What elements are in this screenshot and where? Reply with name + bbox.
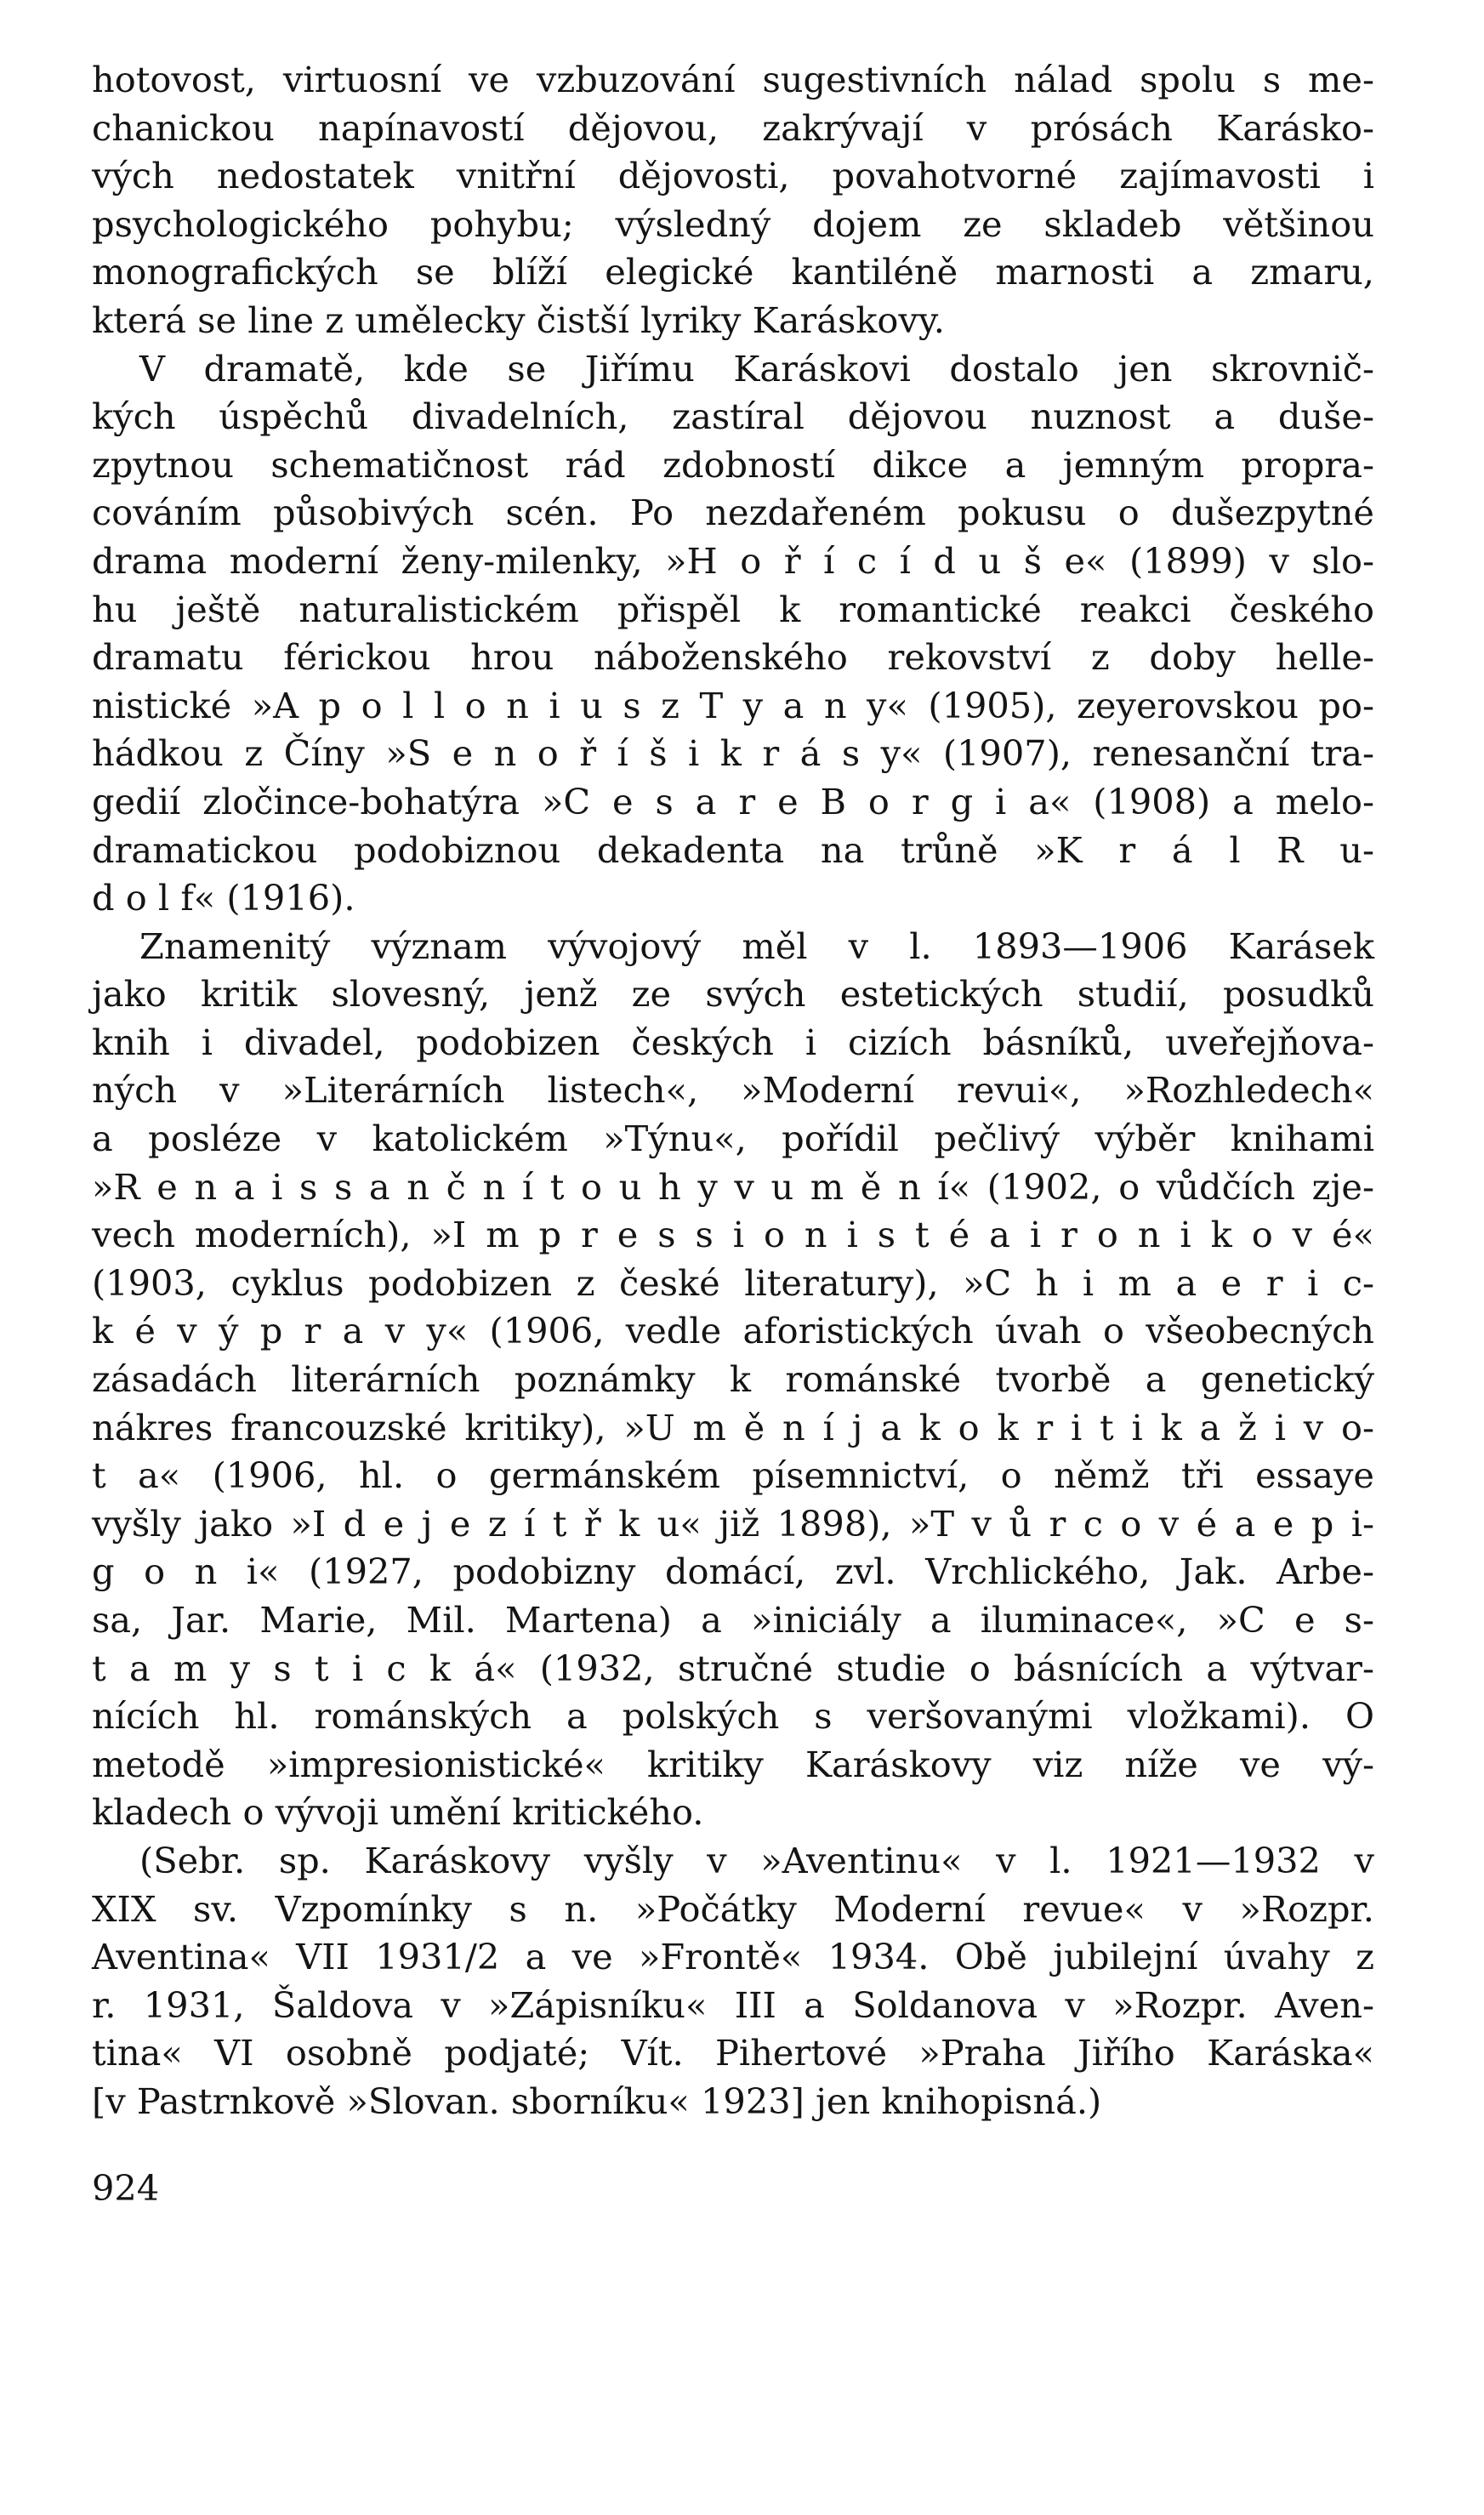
text-line: t a m y s t i c k á« (1932, stručné studie o básnících a výtvar- (92, 1647, 1374, 1689)
text-line: knih i divadel, podobizen českých i cizích básníků, uveřejňova- (92, 1021, 1374, 1063)
text-line: d o l f« (1916). (92, 877, 355, 919)
text-line: hotovost, virtuosní ve vzbuzování sugestivních nálad spolu s me- (92, 59, 1374, 100)
page-number: 924 (92, 2167, 160, 2209)
text-line: »R e n a i s s a n č n í t o u h y v u m ě n í« (1902, o vůdčích zje- (92, 1165, 1374, 1208)
text-line: hu ještě naturalistickém přispěl k romantické reakci českého (92, 588, 1374, 630)
text-line: dramatickou podobiznou dekadenta na trůně »K r á l R u- (92, 828, 1374, 871)
text-line: nistické »A p o l l o n i u s z T y a n y« (1905), zeyerovskou po- (92, 684, 1374, 726)
text-line: Znamenitý význam vývojový měl v l. 1893—1906 Karásek (139, 925, 1374, 967)
text-line: kých úspěchů divadelních, zastíral dějovou nuznost a duše- (92, 395, 1374, 438)
text-line: hádkou z Číny »S e n o ř í š i k r á s y« (1907), renesanční tra- (92, 732, 1374, 775)
paragraph-bibliography (92, 1837, 1374, 2126)
text-line: ných v »Literárních listech«, »Moderní revui«, »Rozhledech« (92, 1069, 1374, 1112)
text-line: metodě »impresionistické« kritiky Karáskovy viz níže ve vý- (92, 1743, 1374, 1785)
text-line: psychologického pohybu; výsledný dojem ze skladeb většinou (92, 202, 1374, 245)
text-line: nících hl. románských a polských s veršovanými vložkami). O (92, 1695, 1374, 1738)
text-line: Aventina« VII 1931/2 a ve »Frontě« 1934. Obě jubilejní úvahy z (92, 1936, 1374, 1978)
text-line: r. 1931, Šaldova v »Zápisníku« III a Soldanova v »Rozpr. Aven- (92, 1983, 1374, 2026)
text-line: jako kritik slovesný, jenž ze svých estetických studií, posudků (92, 973, 1374, 1016)
text-line: (Sebr. sp. Karáskovy vyšly v »Aventinu« v l. 1921—1932 v (139, 1839, 1374, 1881)
text-line: zpytnou schematičnost rád zdobností dikce a jemným propra- (92, 443, 1374, 486)
text-line: monografických se blíží elegické kantiléně marnosti a zmaru, (92, 251, 1374, 293)
paragraph-2 (92, 345, 1374, 923)
text-line: chanickou napínavostí dějovou, zakrývají v prósách Karásko- (92, 106, 1374, 149)
text-line: kladech o vývoji umění kritického. (92, 1791, 704, 1834)
text-line: vých nedostatek vnitřní dějovosti, povahotvorné zajímavosti i (92, 155, 1374, 197)
text-line: vyšly jako »I d e j e z í t ř k u« již 1898), »T v ů r c o v é a e p i- (92, 1502, 1374, 1545)
page-body (92, 56, 1374, 2126)
paragraph-3 (92, 923, 1374, 1837)
text-line: nákres francouzské kritiky), »U m ě n í j a k o k r i t i k a ž i v o- (92, 1406, 1374, 1448)
text-line: a posléze v katolickém »Týnu«, pořídil pečlivý výběr knihami (92, 1118, 1374, 1160)
text-line: která se line z umělecky čistší lyriky Karáskovy. (92, 299, 945, 341)
text-line: V dramatě, kde se Jiřímu Karáskovi dostalo jen skrovnič- (139, 347, 1374, 390)
text-line: g o n i« (1927, podobizny domácí, zvl. Vrchlického, Jak. Arbe- (92, 1551, 1374, 1593)
text-line: (1903, cyklus podobizen z české literatury), »C h i m a e r i c- (92, 1261, 1374, 1304)
text-line: zásadách literárních poznámky k románské tvorbě a genetický (92, 1358, 1374, 1401)
text-line: tina« VI osobně podjaté; Vít. Pihertové »Praha Jiřího Karáska« (92, 2032, 1374, 2074)
text-line: t a« (1906, hl. o germánském písemnictví, o němž tři essaye (92, 1454, 1374, 1497)
text-line: XIX sv. Vzpomínky s n. »Počátky Moderní revue« v »Rozpr. (92, 1887, 1374, 1930)
text-line: sa, Jar. Marie, Mil. Martena) a »iniciály a iluminace«, »C e s- (92, 1599, 1374, 1641)
paragraph-1 (92, 56, 1374, 345)
text-line: vech moderních), »I m p r e s s i o n i s t é a i r o n i k o v é« (92, 1214, 1374, 1256)
text-line: dramatu férickou hrou náboženského rekovství z doby helle- (92, 636, 1374, 679)
text-line: cováním působivých scén. Po nezdařeném pokusu o dušezpytné (92, 492, 1374, 534)
text-line: k é v ý p r a v y« (1906, vedle aforistických úvah o všeobecných (92, 1310, 1374, 1352)
text-line: gedií zločince-bohatýra »C e s a r e B o r g i a« (1908) a melo- (92, 780, 1374, 822)
text-line: drama moderní ženy-milenky, »H o ř í c í d u š e« (1899) v slo- (92, 539, 1374, 582)
text-line: [v Pastrnkově »Slovan. sborníku« 1923] jen knihopisná.) (92, 2080, 1102, 2122)
